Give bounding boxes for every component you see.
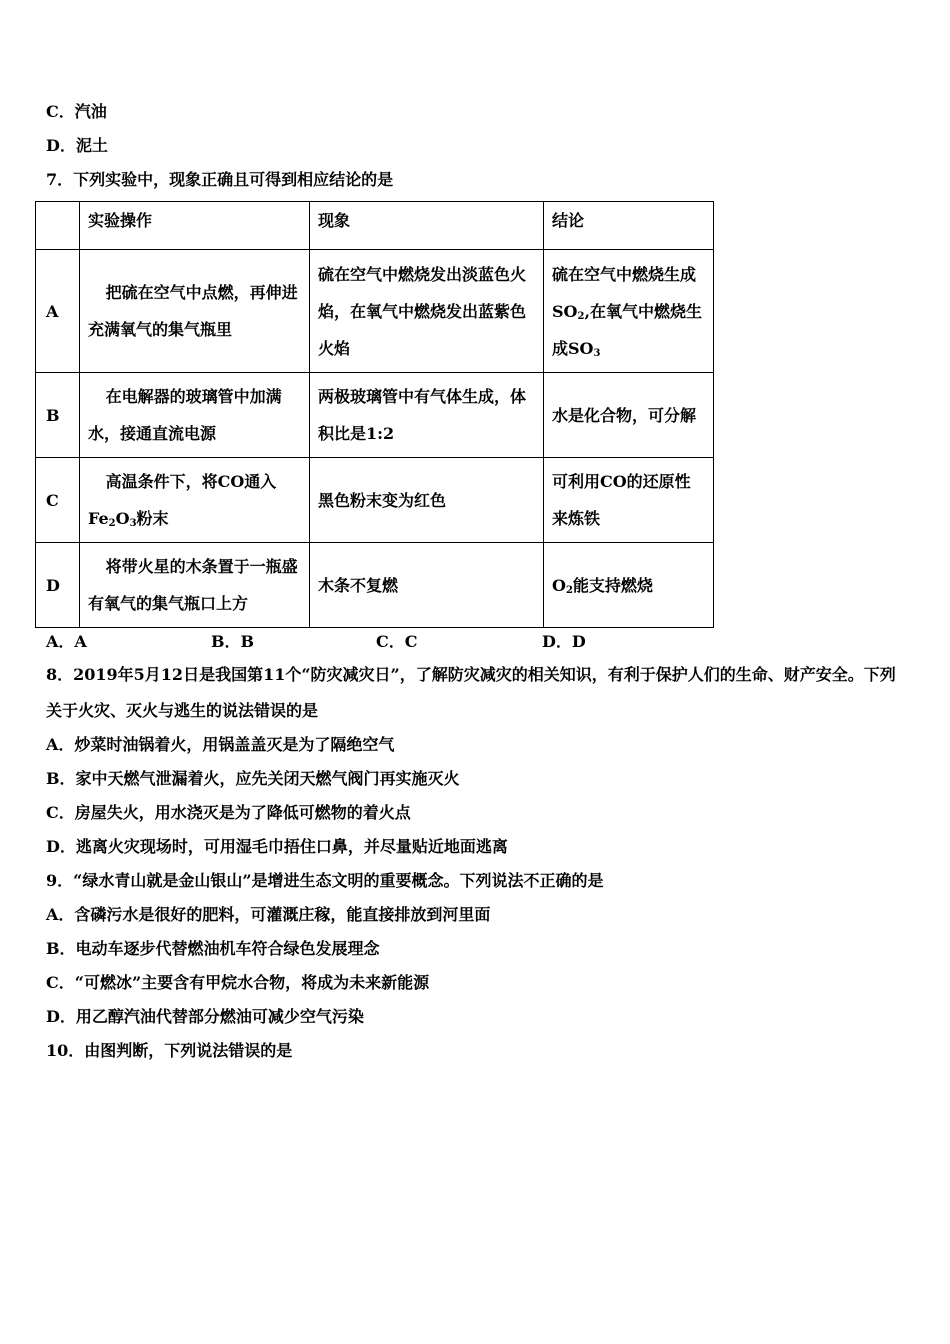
q7-option-a[interactable]: A．A: [46, 632, 87, 651]
header-operation: 实验操作: [80, 202, 310, 250]
subscript: 2: [577, 310, 585, 322]
q8-stem-line1: 8．2019年5月12日是我国第11个“防灾减灾日”，了解防灾减灾的相关知识，有利于保护人们的生命、财产安全。下列: [46, 665, 896, 684]
q6-option-d: D．泥土: [46, 136, 108, 155]
conclusion-text-part1: 硫在空气中燃烧生成SO: [552, 264, 697, 321]
row-phenomenon: 黑色粉末变为红色: [310, 458, 544, 543]
q9-option-a[interactable]: A．含磷污水是很好的肥料，可灌溉庄稼，能直接排放到河里面: [46, 905, 491, 924]
table-row: [36, 373, 714, 458]
row-operation: 把硫在空气中点燃，再伸进充满氧气的集气瓶里: [80, 250, 310, 373]
header-conclusion: 结论: [544, 202, 714, 250]
row-operation: 在电解器的玻璃管中加满水，接通直流电源: [80, 373, 310, 458]
q9-option-d[interactable]: D．用乙醇汽油代替部分燃油可减少空气污染: [46, 1007, 364, 1026]
row-phenomenon: 木条不复燃: [310, 543, 544, 628]
row-conclusion: [544, 543, 714, 628]
row-conclusion: [544, 250, 714, 373]
conclusion-text-part2: 能支持燃烧: [572, 575, 653, 595]
q7-stem: 7．下列实验中，现象正确且可得到相应结论的是: [46, 170, 394, 189]
q7-table: [35, 201, 714, 628]
table-header-row: [36, 202, 714, 250]
q8-option-a[interactable]: A．炒菜时油锅着火，用锅盖盖灭是为了隔绝空气: [46, 735, 395, 754]
q9-option-b[interactable]: B．电动车逐步代替燃油机车符合绿色发展理念: [46, 939, 380, 958]
header-blank: [36, 202, 80, 250]
row-label: B: [36, 373, 80, 458]
row-label: D: [36, 543, 80, 628]
subscript: 3: [593, 347, 601, 359]
row-label: A: [36, 250, 80, 373]
q8-stem-line2: 关于火灾、灭火与逃生的说法错误的是: [46, 701, 319, 720]
q7-option-b[interactable]: B．B: [211, 632, 255, 651]
row-conclusion: 水是化合物，可分解: [544, 373, 714, 458]
row-label: C: [36, 458, 80, 543]
q8-option-b[interactable]: B．家中天燃气泄漏着火，应先关闭天燃气阀门再实施灭火: [46, 769, 460, 788]
subscript: 3: [129, 518, 137, 529]
operation-text-part3: 粉末: [136, 509, 169, 528]
subscript: 2: [565, 584, 573, 596]
q7-option-d[interactable]: D．D: [542, 632, 586, 651]
q10-stem: 10．由图判断，下列说法错误的是: [46, 1041, 293, 1060]
conclusion-text-part1: O: [552, 575, 566, 595]
row-conclusion: 可利用CO的还原性来炼铁: [544, 458, 714, 543]
row-operation: [80, 458, 310, 543]
conclusion-text-part2: ,在氧气中燃烧生成SO: [552, 301, 703, 358]
header-phenomenon: 现象: [310, 202, 544, 250]
operation-text-part2: O: [115, 509, 130, 528]
q9-stem: 9．“绿水青山就是金山银山”是增进生态文明的重要概念。下列说法不正确的是: [46, 871, 604, 890]
q8-option-d[interactable]: D．逃离火灾现场时，可用湿毛巾捂住口鼻，并尽量贴近地面逃离: [46, 837, 508, 856]
row-phenomenon: 两极玻璃管中有气体生成，体积比是1:2: [310, 373, 544, 458]
table-row: [36, 543, 714, 628]
table-row: [36, 458, 714, 543]
table-row: [36, 250, 714, 373]
subscript: 2: [108, 518, 116, 529]
q6-option-c: C．汽油: [46, 102, 107, 121]
q7-option-c[interactable]: C．C: [376, 632, 418, 651]
q9-option-c[interactable]: C．“可燃冰”主要含有甲烷水合物，将成为未来新能源: [46, 973, 430, 992]
row-phenomenon: 硫在空气中燃烧发出淡蓝色火焰，在氧气中燃烧发出蓝紫色火焰: [310, 250, 544, 373]
q8-option-c[interactable]: C．房屋失火，用水浇灭是为了降低可燃物的着火点: [46, 803, 411, 822]
q7-options: [46, 629, 766, 649]
operation-text-part1: 高温条件下，将CO通入Fe: [88, 472, 277, 528]
row-operation: 将带火星的木条置于一瓶盛有氧气的集气瓶口上方: [80, 543, 310, 628]
